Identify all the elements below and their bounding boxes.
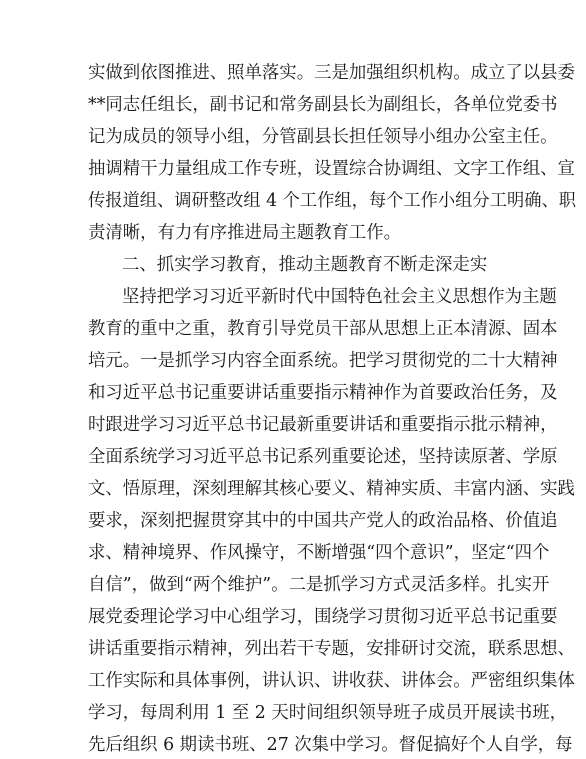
line-text: 讲话重要指示精神，列出若干专题，安排研讨交流，联系思想、 (88, 639, 575, 659)
line-text: 要求，深刻把握贯穿其中的中国共产党人的政治品格、价值追 (88, 511, 558, 531)
line-text: 时跟进学习习近平总书记最新重要讲话和重要指示批示精神， (88, 415, 558, 435)
line-text: 学习，每周利用 1 至 2 天时间组织领导班子成员开展读书班， (88, 703, 568, 723)
line-text: 抽调精干力量组成工作专班，设置综合协调组、文字工作组、宣 (88, 159, 575, 179)
line-text: 传报道组、调研整改组 4 个工作组，每个工作小组分工明确、职 (88, 191, 576, 211)
line-text: 坚持把学习习近平新时代中国特色社会主义思想作为主题 (122, 287, 557, 307)
line-text: 记为成员的领导小组，分管副县长担任领导小组办公室主任。 (88, 127, 558, 147)
line-text: 展党委理论学习中心组学习，围绕学习贯彻习近平总书记重要 (88, 607, 558, 627)
line-text: 和习近平总书记重要讲话重要指示精神作为首要政治任务，及 (88, 383, 558, 403)
section-heading-text: 二、抓实学习教育，推动主题教育不断走深走实 (122, 255, 488, 275)
line-text: **同志任组长，副书记和常务副县长为副组长，各单位党委书 (88, 95, 558, 115)
line-text: 文、悟原理，深刻理解其核心要义、精神实质、丰富内涵、实践 (88, 479, 575, 499)
line-text: 教育的重中之重，教育引导党员干部从思想上正本清源、固本 (88, 319, 558, 339)
line-text: 责清晰，有力有序推进局主题教育工作。 (88, 223, 402, 243)
line-text: 自信”，做到“两个维护”。二是抓学习方式灵活多样。扎实开 (88, 575, 550, 595)
line-text: 全面系统学习习近平总书记系列重要论述，坚持读原著、学原 (88, 447, 558, 467)
line-text: 工作实际和具体事例，讲认识、讲收获、讲体会。严密组织集体 (88, 671, 575, 691)
line-text: 先后组织 6 期读书班、27 次集中学习。督促搞好个人自学，每 (88, 735, 573, 755)
line-text: 求、精神境界、作风操守，不断增强“四个意识”，坚定“四个 (88, 543, 550, 563)
line-text: 实做到依图推进、照单落实。三是加强组织机构。成立了以县委 (88, 63, 575, 83)
line-text: 培元。一是抓学习内容全面系统。把学习贯彻党的二十大精神 (88, 351, 558, 371)
